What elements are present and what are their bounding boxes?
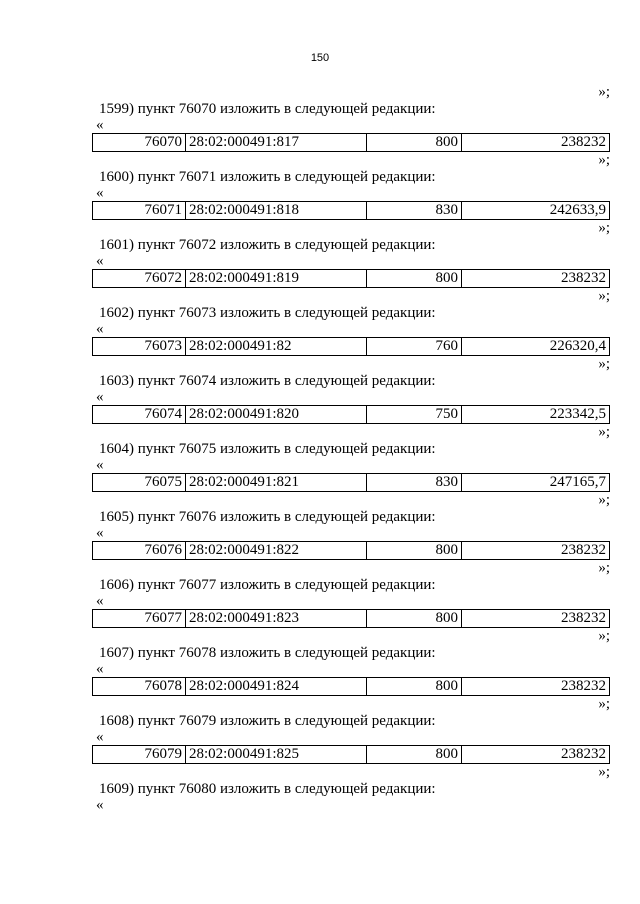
item-number-cell: 76073 bbox=[93, 338, 186, 356]
opening-quote: « bbox=[96, 593, 104, 609]
item-number-cell: 76079 bbox=[93, 746, 186, 764]
clause-heading: 1601) пункт 76072 изложить в следующей редакции: bbox=[99, 237, 436, 253]
value-cell: 242633,9 bbox=[462, 202, 610, 220]
opening-quote: « bbox=[96, 321, 104, 337]
clause-heading: 1606) пункт 76077 изложить в следующей редакции: bbox=[99, 577, 436, 593]
item-number-cell: 76071 bbox=[93, 202, 186, 220]
data-table bbox=[92, 133, 610, 152]
table-row bbox=[93, 542, 610, 560]
table-row bbox=[93, 134, 610, 152]
table-row bbox=[93, 202, 610, 220]
value-cell: 238232 bbox=[462, 678, 610, 696]
table-row bbox=[93, 474, 610, 492]
data-table bbox=[92, 541, 610, 560]
table-row bbox=[93, 406, 610, 424]
opening-quote: « bbox=[96, 729, 104, 745]
data-table bbox=[92, 405, 610, 424]
opening-quote: « bbox=[96, 661, 104, 677]
closing-quote: »; bbox=[598, 696, 610, 712]
cadastral-number-cell: 28:02:000491:819 bbox=[186, 270, 367, 288]
opening-quote: « bbox=[96, 389, 104, 405]
data-table bbox=[92, 473, 610, 492]
data-table bbox=[92, 609, 610, 628]
cadastral-number-cell: 28:02:000491:825 bbox=[186, 746, 367, 764]
value-cell: 238232 bbox=[462, 542, 610, 560]
table-row bbox=[93, 270, 610, 288]
clause-heading: 1604) пункт 76075 изложить в следующей редакции: bbox=[99, 441, 436, 457]
table-row bbox=[93, 746, 610, 764]
opening-quote: « bbox=[96, 117, 104, 133]
data-table bbox=[92, 201, 610, 220]
closing-quote: »; bbox=[598, 152, 610, 168]
closing-quote: »; bbox=[598, 424, 610, 440]
cadastral-number-cell: 28:02:000491:823 bbox=[186, 610, 367, 628]
clause-heading: 1608) пункт 76079 изложить в следующей редакции: bbox=[99, 713, 436, 729]
area-cell: 800 bbox=[367, 134, 462, 152]
item-number-cell: 76075 bbox=[93, 474, 186, 492]
area-cell: 800 bbox=[367, 678, 462, 696]
opening-quote: « bbox=[96, 525, 104, 541]
clause-heading: 1599) пункт 76070 изложить в следующей редакции: bbox=[99, 101, 436, 117]
table-row bbox=[93, 610, 610, 628]
table-row bbox=[93, 338, 610, 356]
cadastral-number-cell: 28:02:000491:82 bbox=[186, 338, 367, 356]
value-cell: 226320,4 bbox=[462, 338, 610, 356]
item-number-cell: 76078 bbox=[93, 678, 186, 696]
cadastral-number-cell: 28:02:000491:821 bbox=[186, 474, 367, 492]
table-row bbox=[93, 678, 610, 696]
value-cell: 238232 bbox=[462, 610, 610, 628]
clause-heading: 1607) пункт 76078 изложить в следующей редакции: bbox=[99, 645, 436, 661]
area-cell: 800 bbox=[367, 542, 462, 560]
area-cell: 760 bbox=[367, 338, 462, 356]
value-cell: 223342,5 bbox=[462, 406, 610, 424]
opening-quote: « bbox=[96, 797, 104, 813]
area-cell: 800 bbox=[367, 270, 462, 288]
cadastral-number-cell: 28:02:000491:824 bbox=[186, 678, 367, 696]
value-cell: 238232 bbox=[462, 134, 610, 152]
closing-quote: »; bbox=[598, 628, 610, 644]
item-number-cell: 76072 bbox=[93, 270, 186, 288]
clause-heading: 1603) пункт 76074 изложить в следующей редакции: bbox=[99, 373, 436, 389]
opening-quote: « bbox=[96, 185, 104, 201]
area-cell: 800 bbox=[367, 746, 462, 764]
page-number: 150 bbox=[310, 52, 330, 64]
closing-quote: »; bbox=[598, 764, 610, 780]
opening-quote: « bbox=[96, 457, 104, 473]
item-number-cell: 76074 bbox=[93, 406, 186, 424]
document-body bbox=[92, 84, 610, 813]
data-table bbox=[92, 677, 610, 696]
value-cell: 247165,7 bbox=[462, 474, 610, 492]
clause-heading: 1602) пункт 76073 изложить в следующей редакции: bbox=[99, 305, 436, 321]
area-cell: 800 bbox=[367, 610, 462, 628]
item-number-cell: 76077 bbox=[93, 610, 186, 628]
cadastral-number-cell: 28:02:000491:818 bbox=[186, 202, 367, 220]
cadastral-number-cell: 28:02:000491:820 bbox=[186, 406, 367, 424]
opening-quote: « bbox=[96, 253, 104, 269]
data-table bbox=[92, 745, 610, 764]
area-cell: 830 bbox=[367, 474, 462, 492]
area-cell: 750 bbox=[367, 406, 462, 424]
area-cell: 830 bbox=[367, 202, 462, 220]
closing-quote: »; bbox=[598, 492, 610, 508]
value-cell: 238232 bbox=[462, 746, 610, 764]
clause-heading: 1609) пункт 76080 изложить в следующей редакции: bbox=[99, 781, 436, 797]
clause-heading: 1605) пункт 76076 изложить в следующей редакции: bbox=[99, 509, 436, 525]
closing-quote: »; bbox=[598, 288, 610, 304]
item-number-cell: 76076 bbox=[93, 542, 186, 560]
cadastral-number-cell: 28:02:000491:817 bbox=[186, 134, 367, 152]
closing-quote: »; bbox=[598, 356, 610, 372]
data-table bbox=[92, 269, 610, 288]
cadastral-number-cell: 28:02:000491:822 bbox=[186, 542, 367, 560]
item-number-cell: 76070 bbox=[93, 134, 186, 152]
data-table bbox=[92, 337, 610, 356]
clause-heading: 1600) пункт 76071 изложить в следующей редакции: bbox=[99, 169, 436, 185]
value-cell: 238232 bbox=[462, 270, 610, 288]
closing-quote: »; bbox=[598, 220, 610, 236]
closing-quote: »; bbox=[598, 84, 610, 100]
closing-quote: »; bbox=[598, 560, 610, 576]
